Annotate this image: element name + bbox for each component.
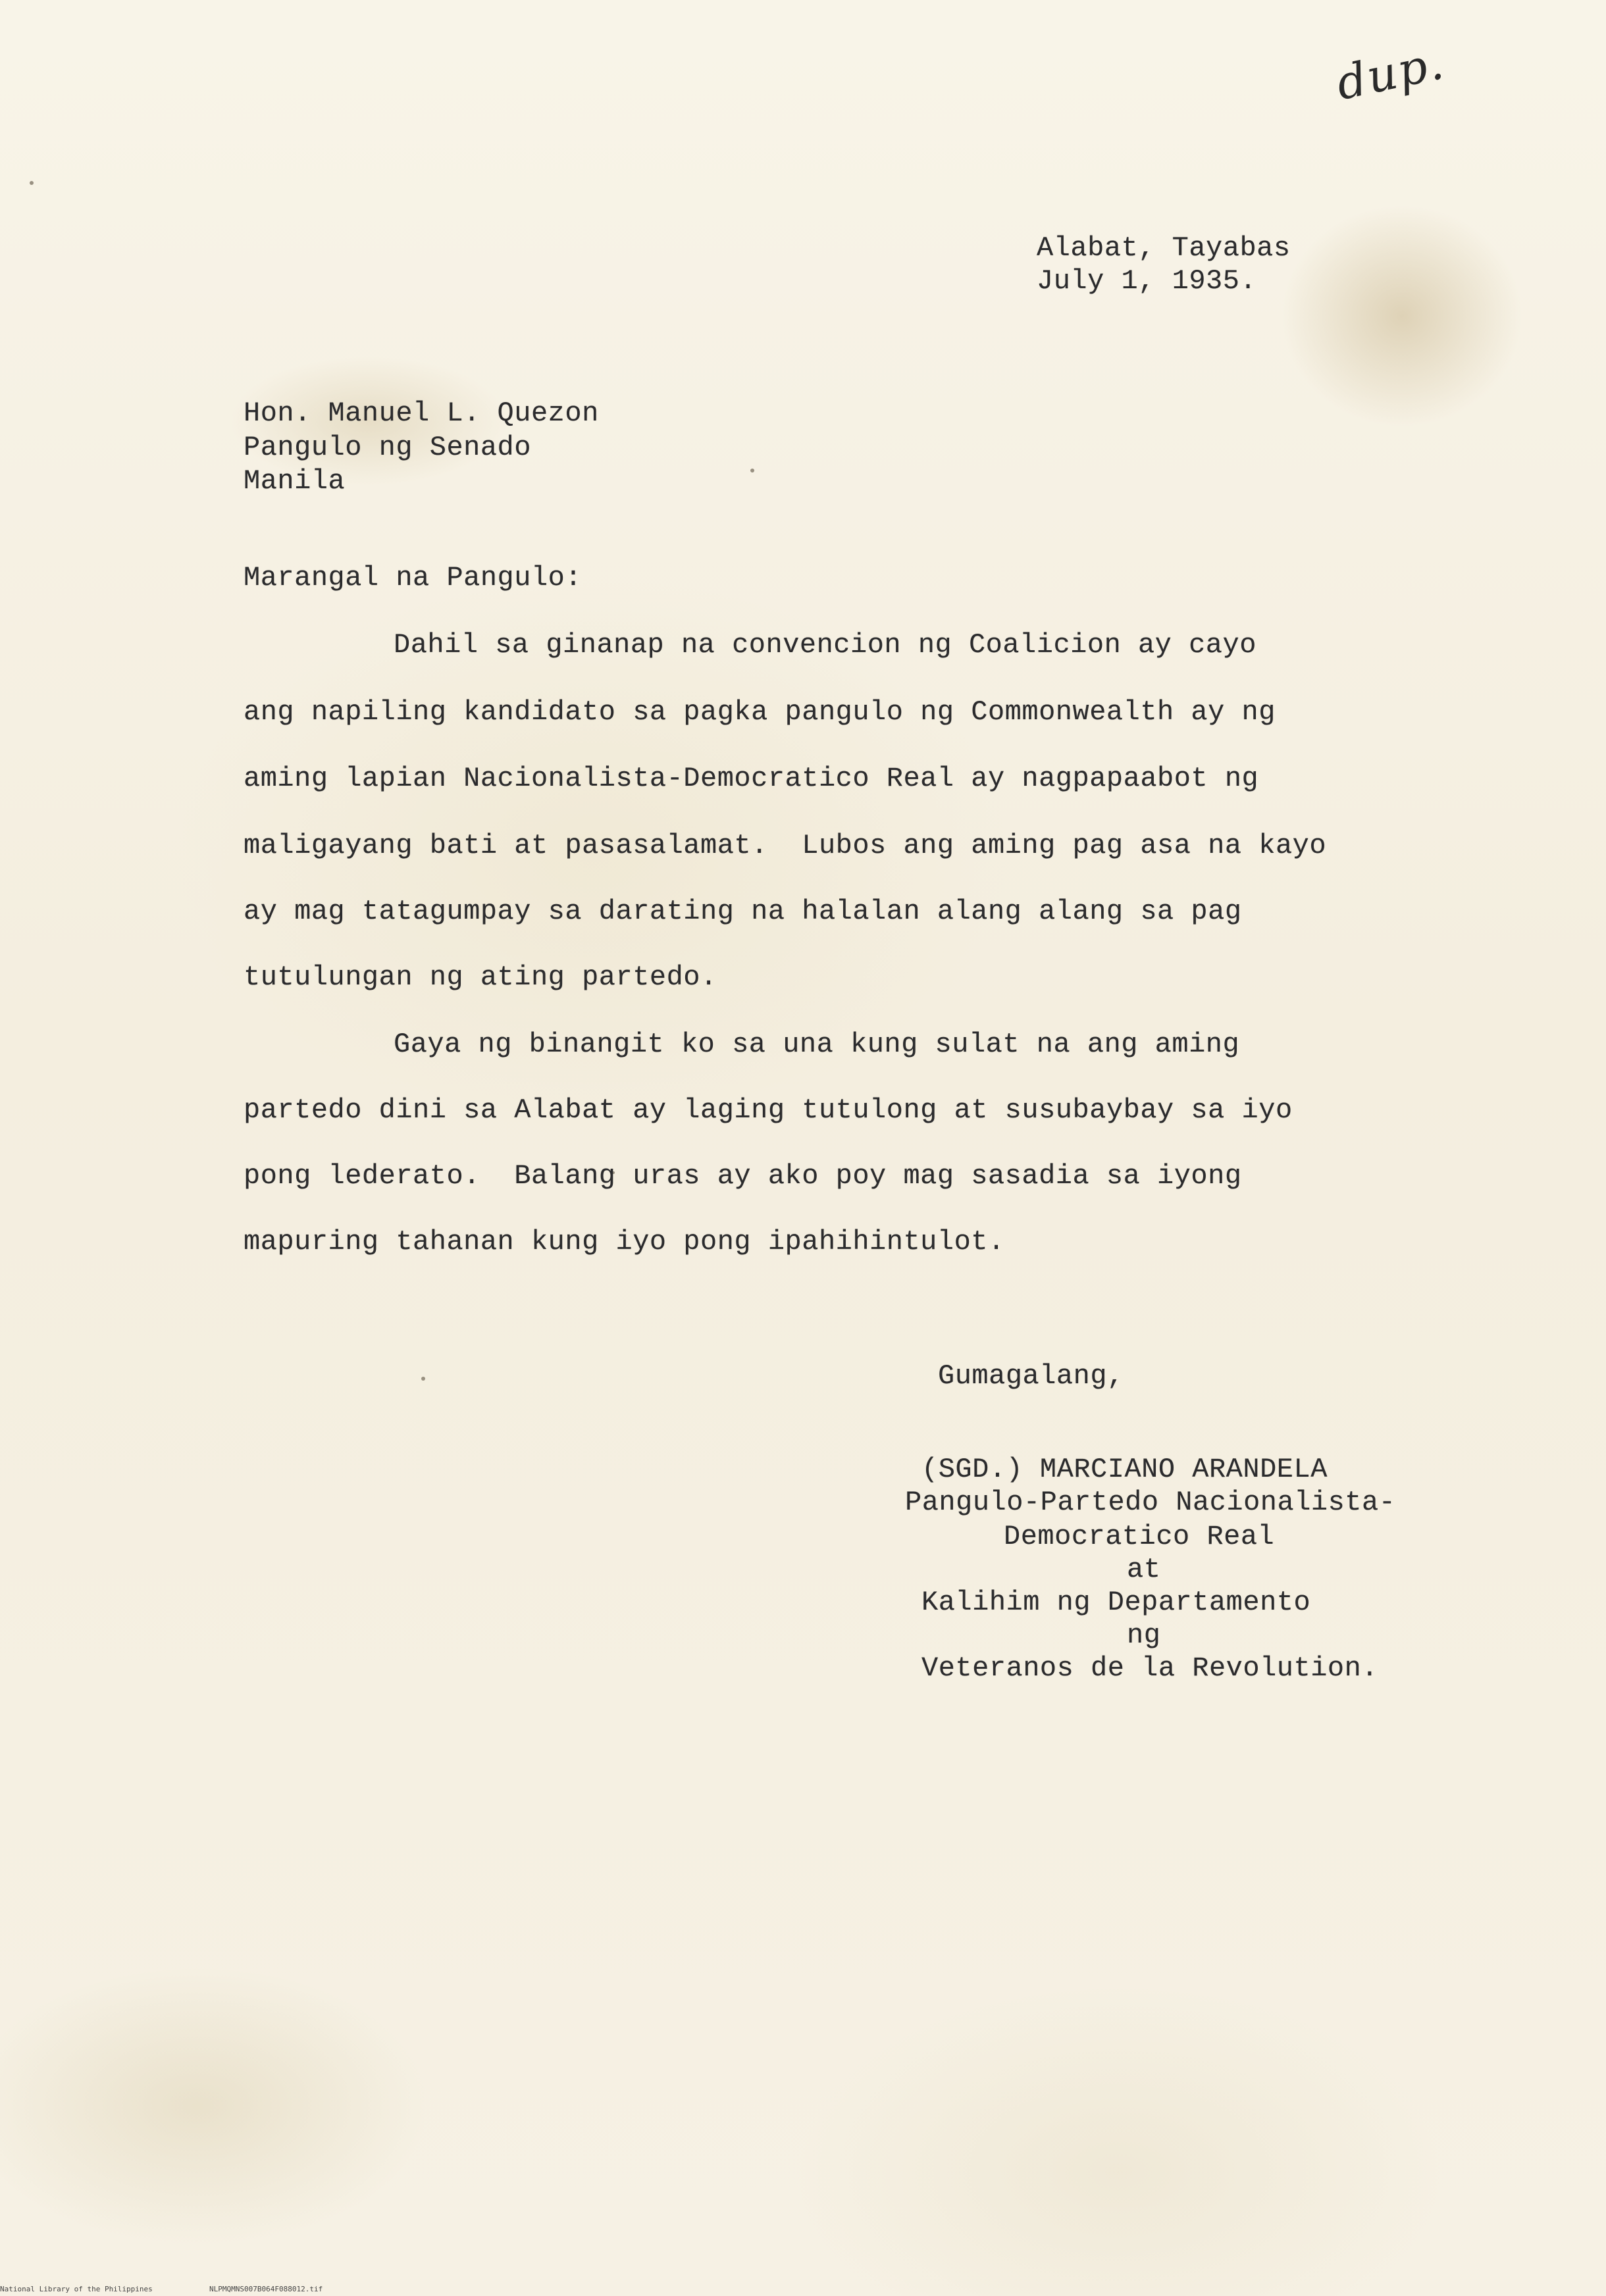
position-line: Democratico Real [1004, 1521, 1275, 1552]
position-line: Pangulo-Partedo Nacionalista- [905, 1487, 1396, 1518]
position-line: at [1127, 1554, 1161, 1585]
addressee-title: Pangulo ng Senado [244, 432, 531, 463]
handwritten-annotation: dup. [1332, 35, 1449, 111]
position-line: ng [1127, 1620, 1161, 1651]
position-line: Kalihim ng Departamento [921, 1587, 1311, 1618]
body-line: Gaya ng binangit ko sa una kung sulat na ang aming [394, 1029, 1240, 1060]
date-line: July 1, 1935. [1037, 265, 1257, 297]
body-line: aming lapian Nacionalista-Democratico Real ay nagpapaabot ng [244, 763, 1259, 794]
paper-speck [421, 1377, 425, 1381]
addressee-name: Hon. Manuel L. Quezon [244, 397, 599, 429]
valediction: Gumagalang, [938, 1360, 1124, 1392]
paper-speck [750, 469, 754, 472]
place-line: Alabat, Tayabas [1037, 232, 1291, 264]
footer-institution: National Library of the Philippines [0, 2285, 153, 2293]
body-line: pong lederato. Balang uras ay ako poy mag sasadia sa iyong [244, 1160, 1242, 1192]
body-line: partedo dini sa Alabat ay laging tutulong at susubaybay sa iyo [244, 1094, 1293, 1126]
footer-file-id: NLPMQMNS007B064F088012.tif [209, 2285, 323, 2293]
body-line: ay mag tatagumpay sa darating na halalan alang alang sa pag [244, 896, 1242, 927]
body-line: ang napiling kandidato sa pagka pangulo ng Commonwealth ay ng [244, 696, 1276, 728]
body-line: tutulungan ng ating partedo. [244, 961, 717, 993]
body-line: maligayang bati at pasasalamat. Lubos ang aming pag asa na kayo [244, 830, 1327, 861]
signature-line: (SGD.) MARCIANO ARANDELA [921, 1454, 1328, 1485]
addressee-city: Manila [244, 465, 346, 497]
paper-speck [30, 181, 34, 185]
position-line: Veteranos de la Revolution. [921, 1652, 1379, 1684]
salutation: Marangal na Pangulo: [244, 562, 583, 594]
body-line: Dahil sa ginanap na convencion ng Coalicion ay cayo [394, 629, 1256, 661]
body-line: mapuring tahanan kung iyo pong ipahihintulot. [244, 1226, 1005, 1258]
